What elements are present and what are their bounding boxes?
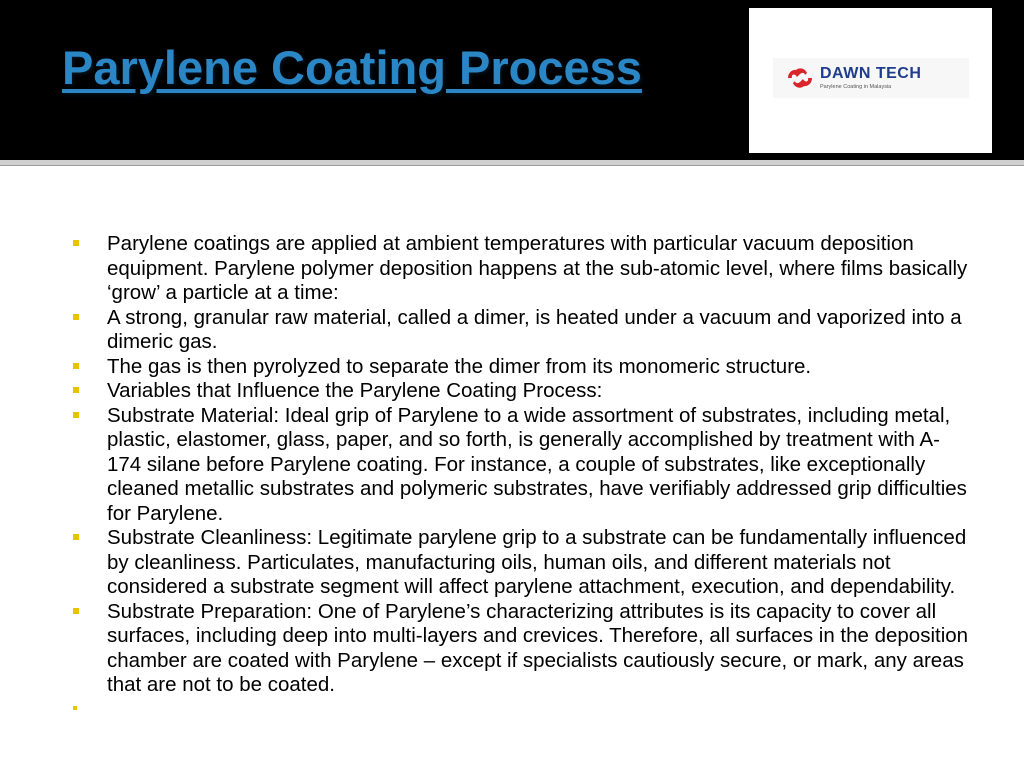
bullet-item (72, 526, 972, 600)
bullet-item (72, 379, 972, 404)
bullet-text: Substrate Material: Ideal grip of Parylene to a wide assortment of substrates, including metal, plastic, elastomer, glass, paper, and so forth, is generally accomplished by treatment with A-174 silane before Parylene coating. For instance, a couple of substrates, like exceptionally cleaned metallic substrates and polymeric substrates, have verifiably addressed grip difficulties for Parylene. (107, 403, 967, 525)
bullet-list (72, 232, 972, 720)
bullet-text: Parylene coatings are applied at ambient temperatures with particular vacuum deposition equipment. Parylene polymer deposition happens at the sub-atomic level, where films basically ‘grow’ a particle at a time: (107, 232, 968, 304)
bullet-text: A strong, granular raw material, called a dimer, is heated under a vacuum and vaporized into a dimeric gas. (107, 305, 962, 353)
empty-bullet-item (72, 698, 972, 720)
square-bullet-icon (73, 387, 79, 393)
square-bullet-icon (73, 363, 79, 369)
bullet-text: Variables that Influence the Parylene Coating Process: (107, 379, 603, 402)
slide-title: Parylene Coating Process (62, 41, 642, 94)
square-bullet-icon (73, 240, 79, 246)
bullet-item (72, 404, 972, 527)
bullet-text: Substrate Cleanliness: Legitimate parylene grip to a substrate can be fundamentally influenced by cleanliness. Particulates, manufacturing oils, human oils, and different materials not considered a substrate segment will affect parylene attachment, execution, and dependability. (107, 526, 967, 598)
bullet-item (72, 232, 972, 306)
square-bullet-icon (73, 706, 77, 710)
logo-banner (773, 58, 969, 98)
square-bullet-icon (73, 314, 79, 320)
square-bullet-icon (73, 534, 79, 540)
bullet-item (72, 600, 972, 698)
bullet-item (72, 306, 972, 355)
dawn-tech-logo-mark-icon (785, 65, 815, 91)
bullet-text: The gas is then pyrolyzed to separate the dimer from its monomeric structure. (107, 354, 812, 378)
bullet-item (72, 355, 972, 380)
company-logo (749, 8, 992, 153)
bullet-text: Substrate Preparation: One of Parylene’s characterizing attributes is its capacity to cover all surfaces, including deep into multi-layers and crevices. Therefore, all surfaces in the deposition chamber are coated with Parylene – except if specialists cautiously secure, or mark, any areas that are not to be coated. (107, 599, 969, 696)
logo-tagline: Parylene Coating in Malaysia (820, 83, 892, 90)
title-bar (0, 0, 1024, 160)
square-bullet-icon (73, 412, 79, 418)
logo-text (820, 66, 921, 91)
header-divider (0, 160, 1024, 166)
logo-name: DAWN TECH (820, 64, 922, 82)
square-bullet-icon (73, 608, 79, 614)
